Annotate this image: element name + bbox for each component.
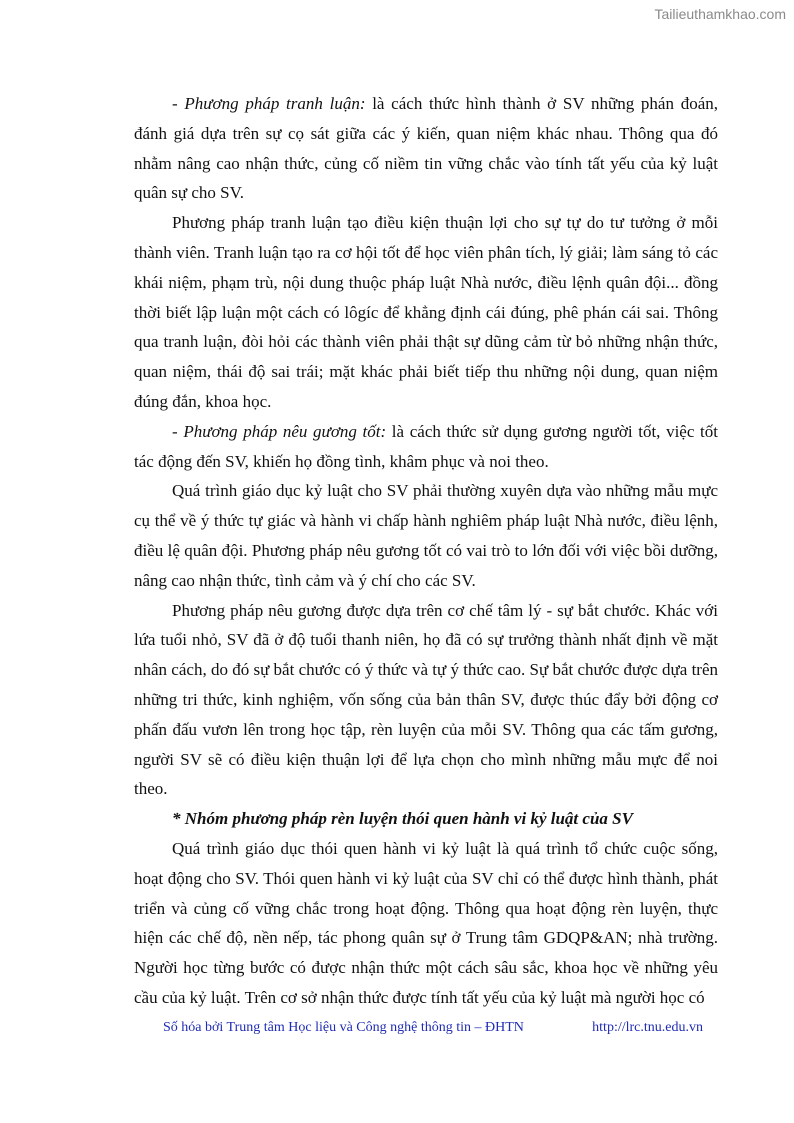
footer-credit: Số hóa bởi Trung tâm Học liệu và Công nghệ thông tin – ĐHTN (163, 1020, 524, 1035)
paragraph-example-method (134, 417, 718, 477)
example-method-lead: - Phương pháp nêu gương tốt: (172, 421, 387, 441)
paragraph-imitation: Phương pháp nêu gương được dựa trên cơ chế tâm lý - sự bắt chước. Khác với lứa tuổi nhỏ, SV đã ở độ tuổi thanh niên, họ đã có sự trưởng thành nhất định về mặt nhân cách, do đó sự bắt chước có ý thức và tự ý thức cao. Sự bắt chước được dựa trên những tri thức, kinh nghiệm, vốn sống của bản thân SV, được thúc đẩy bởi động cơ phấn đấu vươn lên trong học tập, rèn luyện của mỗi SV. Thông qua các tấm gương, người SV sẽ có điều kiện thuận lợi để lựa chọn cho mình những mẫu mực để noi theo. (134, 600, 718, 799)
section-heading: * Nhóm phương pháp rèn luyện thói quen hành vi kỷ luật của SV (172, 809, 633, 829)
document-body (134, 89, 718, 1013)
paragraph-role-models: Quá trình giáo dục kỷ luật cho SV phải thường xuyên dựa vào những mẫu mực cụ thể về ý thức tự giác và hành vi chấp hành nghiêm pháp luật Nhà nước, điều lệnh, điều lệ quân đội. Phương pháp nêu gương tốt có vai trò to lớn đối với việc bồi dưỡng, nâng cao nhận thức, tình cảm và ý chí cho các SV. (134, 481, 718, 590)
debate-method-text: là cách thức hình thành ở SV những phán đoán, đánh giá dựa trên sự cọ sát giữa các ý kiến, quan niệm khác nhau. Thông qua đó nhằm nâng cao nhận thức, củng cố niềm tin vững chắc vào tính tất yếu của kỷ luật quân sự cho SV. (134, 94, 718, 203)
debate-method-lead: - Phương pháp tranh luận: (172, 94, 366, 113)
page-footer (163, 1020, 703, 1036)
paragraph-debate-method (134, 89, 718, 208)
watermark: Tailieuthamkhao.com (654, 6, 786, 22)
footer-url[interactable]: http://lrc.tnu.edu.vn (592, 1020, 703, 1035)
paragraph-habit-training: Quá trình giáo dục thói quen hành vi kỷ luật là quá trình tổ chức cuộc sống, hoạt động cho SV. Thói quen hành vi kỷ luật của SV chỉ có thể được hình thành, phát triển và củng cố vững chắc trong hoạt động. Thông qua hoạt động rèn luyện, thực hiện các chế độ, nền nếp, tác phong quân sự ở Trung tâm GDQP&AN; nhà trường. Người học từng bước có được nhận thức một cách sâu sắc, khoa học về những yêu cầu của kỷ luật. Trên cơ sở nhận thức được tính tất yếu của kỷ luật mà người học có (134, 838, 718, 1007)
example-method-text: là cách thức sử dụng gương người tốt, việc tốt tác động đến SV, khiến họ đồng tình, khâm phục và noi theo. (134, 421, 718, 471)
paragraph-debate-benefits: Phương pháp tranh luận tạo điều kiện thuận lợi cho sự tự do tư tưởng ở mỗi thành viên. Tranh luận tạo ra cơ hội tốt để học viên phân tích, lý giải; làm sáng tỏ các khái niệm, phạm trù, nội dung thuộc pháp luật Nhà nước, điều lệnh quân đội... đồng thời biết lập luận một cách có lôgíc để khẳng định cái đúng, phê phán cái sai. Thông qua tranh luận, đòi hỏi các thành viên phải thật sự dũng cảm từ bỏ những nhận thức, quan niệm, thái độ sai trái; mặt khác phải biết tiếp thu những nội dung, quan niệm đúng đắn, khoa học. (134, 213, 718, 411)
